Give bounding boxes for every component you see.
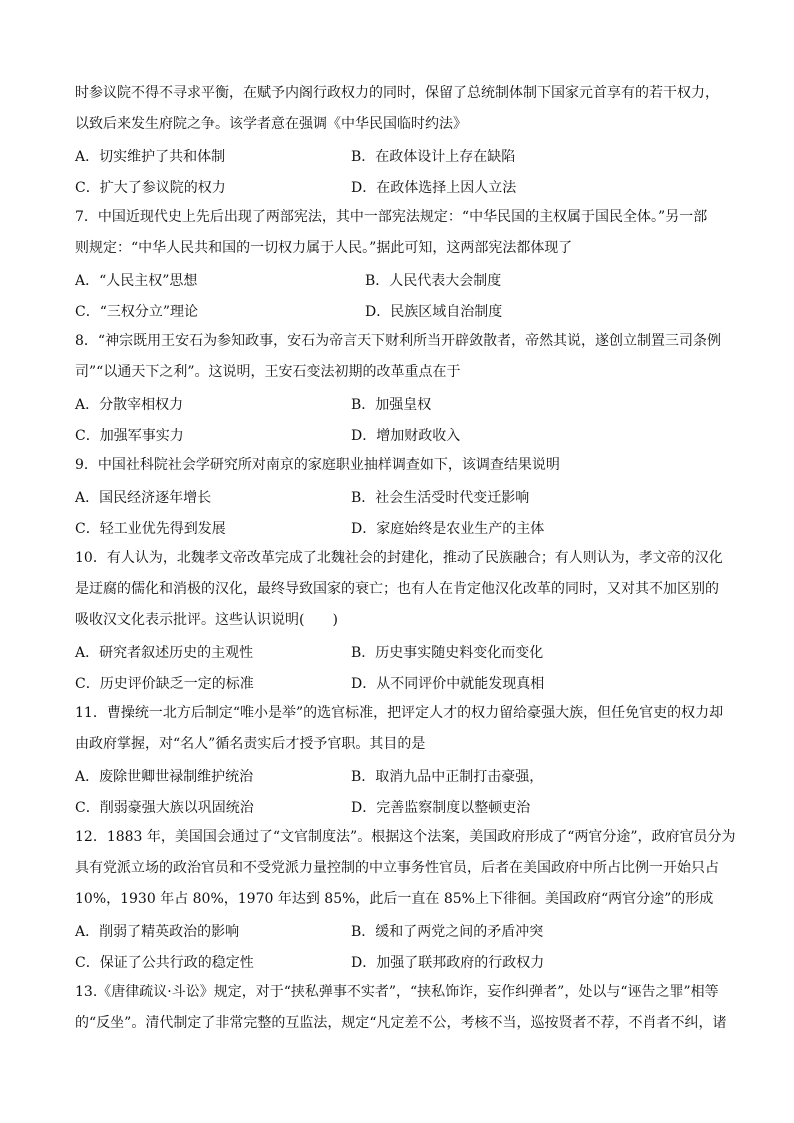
options-row (75, 915, 725, 946)
question-stem-line: 11．曹操统一北方后制定“唯小是举”的选官标准，把评定人才的权力留给豪强大族，但任免官吏的权力却 (75, 705, 724, 721)
options-row (75, 388, 725, 419)
option-d[interactable]: D．家庭始终是农业生产的主体 (351, 520, 545, 537)
question-8 (75, 326, 725, 450)
option-c[interactable]: C．加强军事实力 (75, 427, 184, 444)
question-stem-line: 吸收汉文化表示批评。这些认识说明( ) (75, 612, 338, 628)
options-row (75, 946, 725, 977)
question-10 (75, 543, 725, 698)
option-d[interactable]: D．完善监察制度以整顿吏治 (351, 799, 531, 816)
question-13 (75, 977, 725, 1039)
option-c[interactable]: C．历史评价缺乏一定的标准 (75, 675, 254, 692)
option-d[interactable]: D．在政体选择上因人立法 (351, 179, 517, 196)
question-stem-line: 10%，1930 年占 80%，1970 年达到 85%，此后一直在 85%上下徘徊。美国政府“两官分途”的形成 (75, 891, 714, 907)
question-stem-line: 司”“以通天下之利”。这说明，王安石变法初期的改革重点在于 (75, 364, 461, 380)
option-b[interactable]: B．在政体设计上存在缺陷 (351, 148, 516, 165)
option-b[interactable]: B．缓和了两党之间的矛盾冲突 (351, 923, 544, 940)
option-a[interactable]: A．废除世卿世禄制维护统治 (75, 768, 254, 785)
option-a[interactable]: A．切实维护了共和体制 (75, 148, 226, 165)
options-row (75, 636, 725, 667)
question-7 (75, 202, 725, 326)
option-b[interactable]: B．取消九品中正制打击豪强， (351, 768, 544, 785)
question-11 (75, 698, 725, 822)
option-a[interactable]: A．分散宰相权力 (75, 396, 184, 413)
option-c[interactable]: C．轻工业优先得到发展 (75, 520, 226, 537)
question-9 (75, 450, 725, 543)
options-row (75, 171, 725, 202)
question-stem-line: 7．中国近现代史上先后出现了两部宪法，其中一部宪法规定：“中华民国的主权属于国民全体。”另一部 (75, 209, 708, 225)
question-stem-line: 10．有人认为，北魏孝文帝改革完成了北魏社会的封建化，推动了民族融合；有人则认为，孝文帝的汉化 (75, 550, 723, 566)
options-row (75, 667, 725, 698)
option-d[interactable]: D．从不同评价中就能发现真相 (351, 675, 545, 692)
option-c[interactable]: C．削弱豪强大族以巩固统治 (75, 799, 254, 816)
option-a[interactable]: A．“人民主权”思想 (75, 272, 198, 289)
option-c[interactable]: C．保证了公共行政的稳定性 (75, 954, 254, 971)
question-12 (75, 822, 736, 977)
question-6-continued (75, 78, 725, 202)
options-row (75, 760, 725, 791)
question-stem-line: 由政府掌握，对“名人”循名责实后才授予官职。其目的是 (75, 736, 426, 752)
option-a[interactable]: A．国民经济逐年增长 (75, 489, 212, 506)
option-b[interactable]: B．历史事实随史料变化而变化 (351, 644, 544, 661)
option-c[interactable]: C．扩大了参议院的权力 (75, 179, 226, 196)
question-stem-line: 8．“神宗既用王安石为参知政事，安石为帝言天下财利所当开辟敛散者，帝然其说，遂创立制置三司条例 (75, 333, 722, 349)
options-row (75, 140, 725, 171)
options-row (75, 791, 725, 822)
options-row (75, 419, 725, 450)
question-stem-line: 具有党派立场的政治官员和不受党派力量控制的中立事务性官员，后者在美国政府中所占比例一开始只占 (75, 860, 719, 876)
options-row (75, 295, 725, 326)
option-b[interactable]: B．加强皇权 (351, 396, 432, 413)
option-a[interactable]: A．研究者叙述历史的主观性 (75, 644, 254, 661)
option-c[interactable]: C．“三权分立”理论 (75, 303, 199, 320)
question-stem-line: 时参议院不得不寻求平衡，在赋予内阁行政权力的同时，保留了总统制体制下国家元首享有的若干权力， (75, 85, 719, 101)
question-stem-line: 12．1883 年，美国国会通过了“文官制度法”。根据这个法案，美国政府形成了“两官分途”，政府官员分为 (75, 829, 736, 845)
option-b[interactable]: B．人民代表大会制度 (365, 272, 502, 289)
option-a[interactable]: A．削弱了精英政治的影响 (75, 923, 240, 940)
option-d[interactable]: D．增加财政收入 (351, 427, 461, 444)
option-b[interactable]: B．社会生活受时代变迁影响 (351, 489, 530, 506)
question-stem-line: 以致后来发生府院之争。该学者意在强调《中华民国临时约法》 (75, 116, 467, 132)
question-stem-line: 13.《唐律疏议·斗讼》规定，对于“挟私弹事不实者”，“挟私饰诈，妄作纠弹者”，处以与“诬告之罪”相等 (75, 984, 719, 1000)
options-row (75, 264, 725, 295)
option-d[interactable]: D．加强了联邦政府的行政权力 (351, 954, 545, 971)
options-row (75, 512, 725, 543)
question-stem-line: 是迂腐的儒化和消极的汉化，最终导致国家的衰亡；也有人在肯定他汉化改革的同时，又对其不加区别的 (75, 581, 719, 597)
options-row (75, 481, 725, 512)
question-stem-line: 则规定：“中华人民共和国的一切权力属于人民。”据此可知，这两部宪法都体现了 (75, 240, 573, 256)
page-content (75, 78, 736, 1039)
option-d[interactable]: D．民族区域自治制度 (365, 303, 503, 320)
question-stem-line: 的“反坐”。清代制定了非常完整的互监法，规定“凡定差不公，考核不当，巡按贤者不荐，不肖者不纠，诸 (75, 1015, 727, 1031)
question-stem-line: 9．中国社科院社会学研究所对南京的家庭职业抽样调查如下，该调查结果说明 (75, 457, 560, 473)
